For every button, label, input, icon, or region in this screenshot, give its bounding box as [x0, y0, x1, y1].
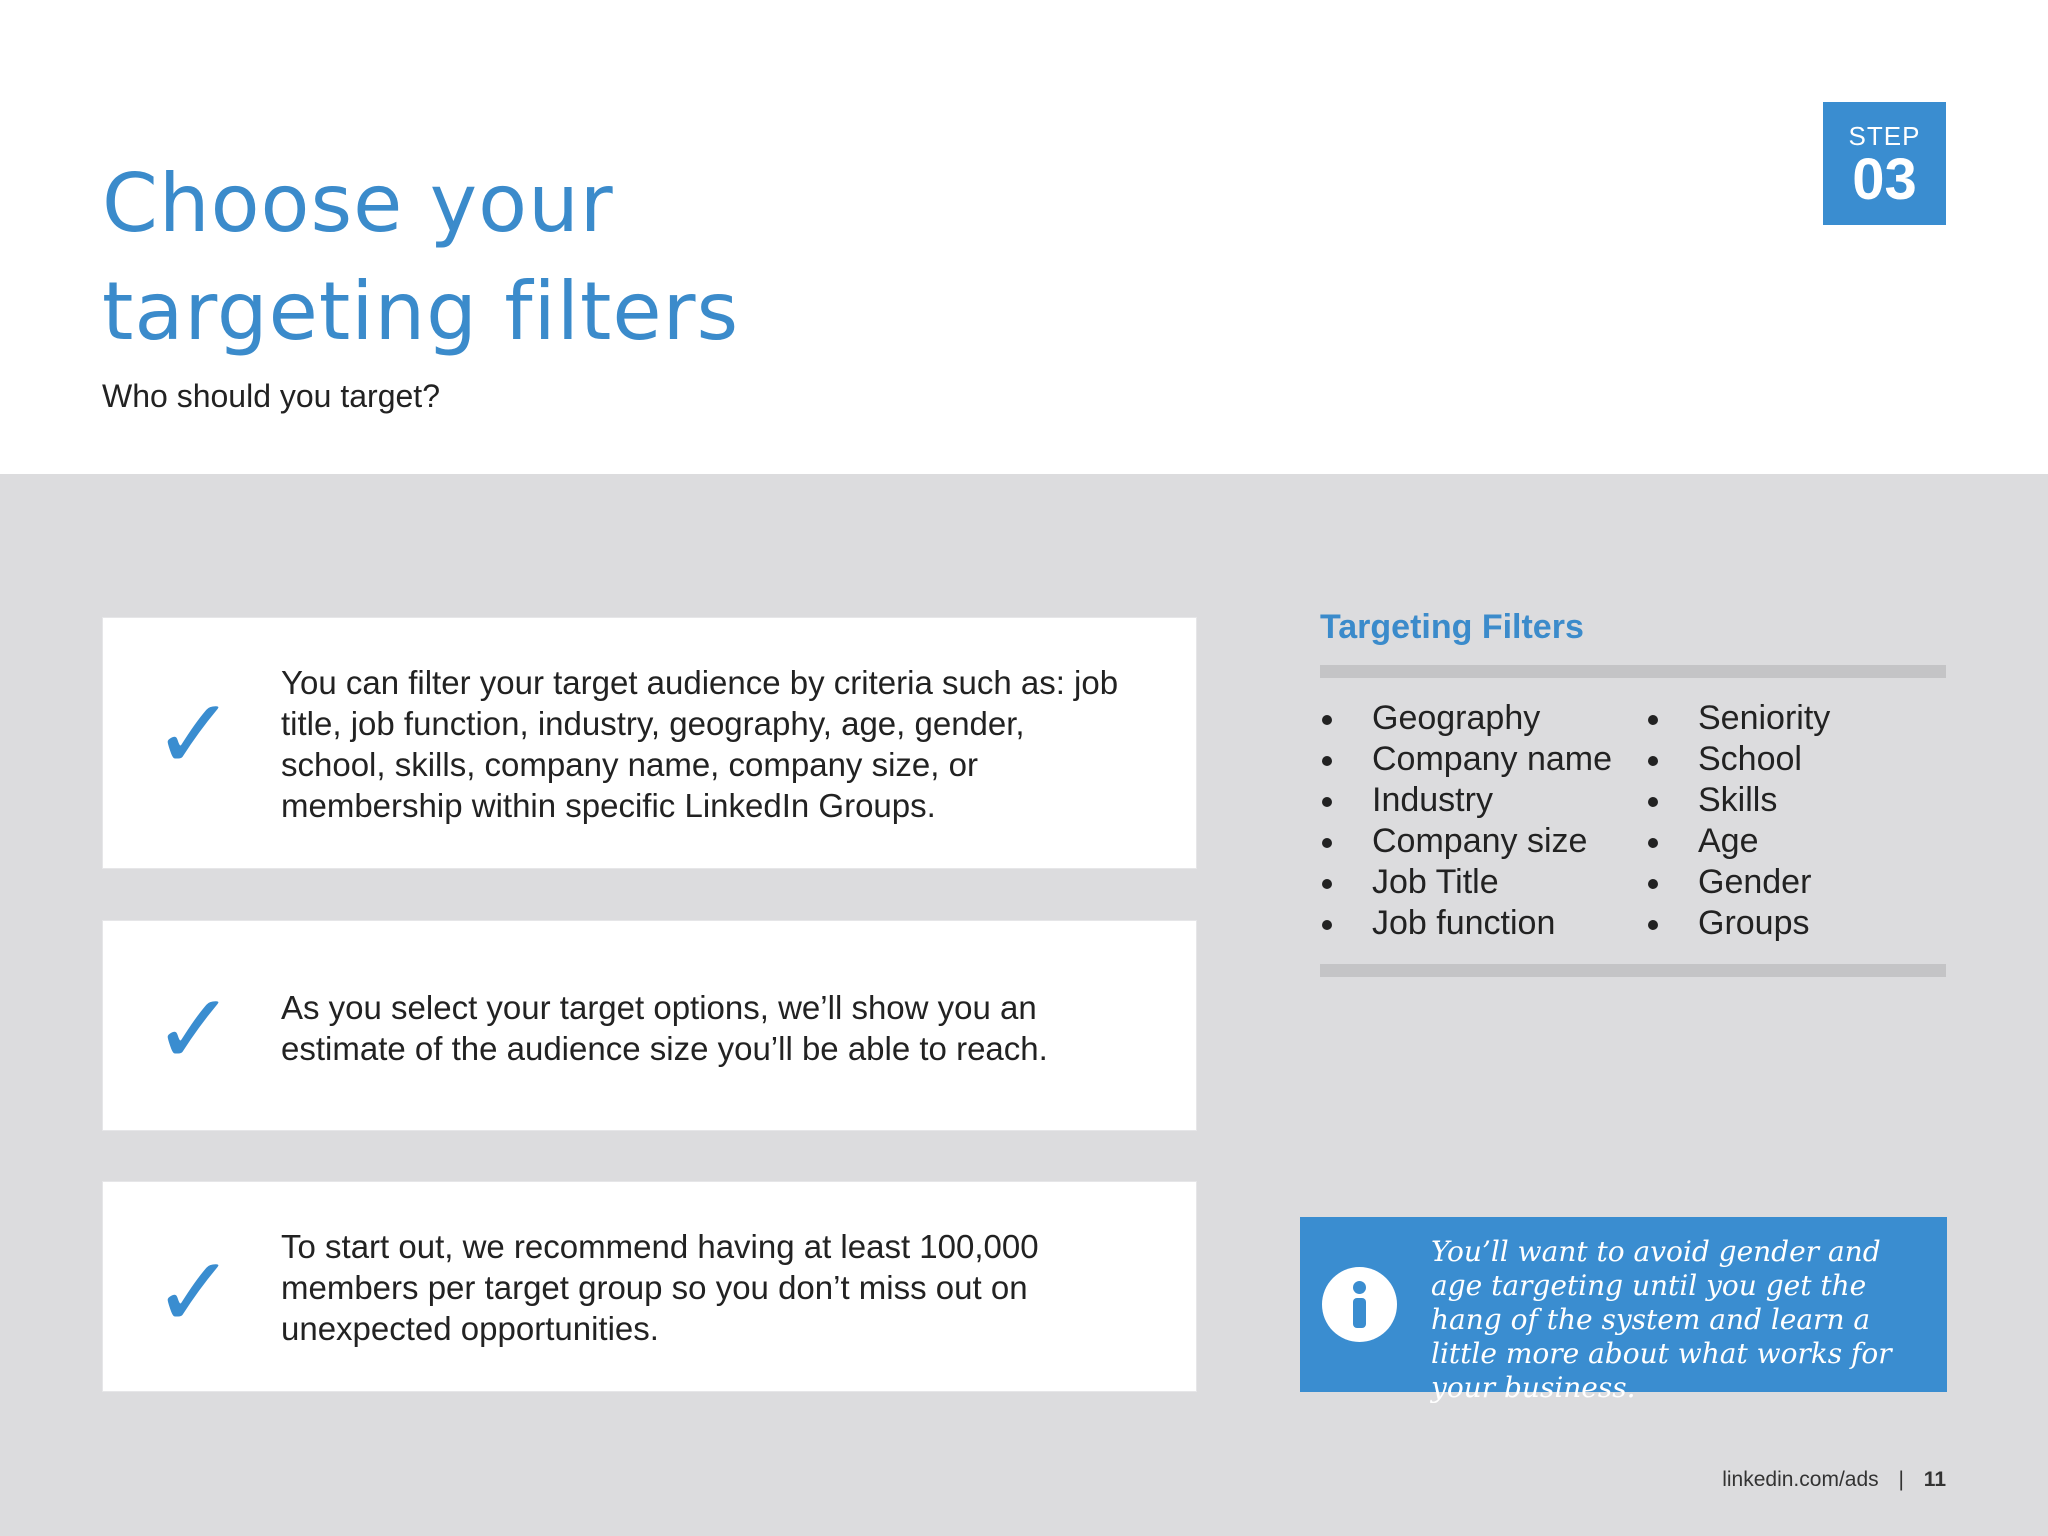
footer-url: linkedin.com/ads — [1722, 1468, 1879, 1491]
filter-item: Gender — [1644, 862, 1830, 903]
filters-list-right — [1644, 698, 1830, 944]
filter-item: Skills — [1644, 780, 1830, 821]
checkmark-icon: ✓ — [153, 1236, 236, 1350]
tip-card-3 — [102, 1181, 1197, 1392]
tip-card-text: As you select your target options, we’ll show you an estimate of the audience size you’ll be able to reach. — [281, 989, 1048, 1067]
page-footer — [1722, 1468, 1946, 1492]
footer-separator: | — [1898, 1468, 1904, 1491]
page-title-line-1: Choose your — [102, 157, 614, 250]
filters-heading: Targeting Filters — [1320, 608, 1584, 646]
step-number: 03 — [1852, 147, 1917, 212]
tip-card-text: To start out, we recommend having at least 100,000 members per target group so you don’t miss out on unexpected opportunities. — [281, 1228, 1039, 1347]
filter-item: Geography — [1318, 698, 1612, 739]
filter-item: Seniority — [1644, 698, 1830, 739]
checkmark-icon: ✓ — [153, 973, 236, 1087]
filter-item: Groups — [1644, 903, 1830, 944]
filter-item: Job Title — [1318, 862, 1612, 903]
filter-item: Job function — [1318, 903, 1612, 944]
info-icon — [1322, 1267, 1397, 1342]
page-number: 11 — [1923, 1468, 1946, 1491]
step-label: STEP — [1848, 121, 1921, 151]
header-section — [0, 0, 2048, 474]
filter-item: Company size — [1318, 821, 1612, 862]
filters-list-left — [1318, 698, 1612, 944]
tip-card-2 — [102, 920, 1197, 1131]
filter-item: Age — [1644, 821, 1830, 862]
filter-item: Industry — [1318, 780, 1612, 821]
info-callout-text: You’ll want to avoid gender and age targeting until you get the hang of the system and learn a little more about what works for your business. — [1431, 1235, 1892, 1404]
filters-divider-bottom — [1320, 964, 1946, 977]
page-title-line-2: targeting filters — [102, 265, 740, 358]
page-title — [102, 150, 1002, 366]
page-subtitle: Who should you target? — [102, 378, 440, 414]
info-callout — [1300, 1217, 1947, 1404]
filter-item: School — [1644, 739, 1830, 780]
tip-card-1 — [102, 617, 1197, 869]
checkmark-icon: ✓ — [153, 678, 236, 792]
filters-divider-top — [1320, 665, 1946, 678]
step-badge — [1823, 102, 1946, 225]
filter-item: Company name — [1318, 739, 1612, 780]
tip-card-text: You can filter your target audience by criteria such as: job title, job function, industry, geography, age, gender, school, skills, company name, company size, or membership within specific LinkedIn Groups. — [281, 664, 1119, 824]
